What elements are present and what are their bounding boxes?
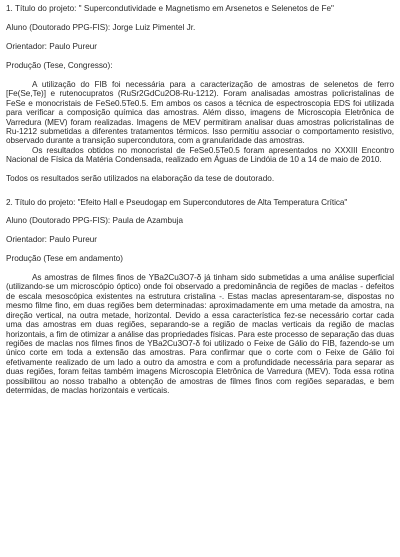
project1-advisor: Orientador: Paulo Pureur <box>6 42 98 51</box>
project2-paragraph-samples: As amostras de filmes finos de YBa2Cu3O7-δ já tinham sido submetidas a uma análise superficial (utilizando-se um microscópio óptico) onde foi observado a predominância de regiões de maclas - defeitos de escala mesoscópica existentes na estrutura cristalina -. Estas maclas apresentaram-se, dispostas no mesmo filme fino, em duas regiões bem determinadas: aproximadamente em uma metade da amostra, na direção vertical, na outra metade, horizontal. Devido a essa característica fez-se necessário cortar cada uma das amostras em duas regiões, separando-se a região de maclas verticais da região de maclas horizontais, a fim de otimizar a análise das propriedades físicas. Para este processo de separação das duas regiões de maclas nos filmes finos de YBa2Cu3O7-δ foi utilizado o Feixe de Gálio do FIB, fazendo-se um único corte em toda a extensão das amostras. Para confirmar que o corte com o Feixe de Gálio foi efetivamente realizado de um lado a outro da amostra e com a profundidade necessária para separar as duas regiões, foram feitas também imagens Microscopia Eletrônica de Varredura (MEV). Toda essa rotina possibilitou ao nosso trabalho a obtenção de amostras de filmes finos com regiões separadas, e bem determidas, de maclas horizontais e verticais. <box>6 273 394 395</box>
project1-production: Produção (Tese, Congresso): <box>6 61 113 70</box>
project1-paragraph-results: Os resultados obtidos no monocristal de FeSe0.5Te0.5 foram apresentados no XXXIII Encontro Nacional de Física da Matéria Condensada, realizado em Águas de Lindóia de 10 a 14 de maio de 2010. <box>6 145 394 165</box>
project2-student: Aluno (Doutorado PPG-FIS): Paula de Azambuja <box>6 216 184 226</box>
project1-title: 1. Título do projeto: " Supercondutividade e Magnetismo em Arsenetos e Selenetos de Fe" <box>6 4 334 13</box>
project1-paragraph-fib: A utilização do FIB foi necessária para a caracterização de amostras de selenetos de ferro [Fe(Se,Te)] e rutenocupratos (RuSr2GdCu2O8-Ru-1212). Foram analisadas amostras policristalinas de FeSe e monocristais de FeSe0.5Te0.5. Em ambos os casos a técnica de espectroscopia EDS foi utilizada para verificar a composição química das amostras. Além disso, imagens de Microscopia Eletrônica de Varredura (MEV) foram realizadas. Imagens de MEV permitiram analisar duas amostras policristalinas de Ru-1212 submetidas a diferentes tratamentos térmicos. Isso permitiu associar o comportamento resistivo, observado durante a transição supercondutora, com a granularidade das amostras. <box>6 80 394 146</box>
project2-production: Produção (Tese em andamento) <box>6 254 123 264</box>
project1-paragraph-thesis: Todos os resultados serão utilizados na elaboração da tese de doutorado. <box>6 173 275 183</box>
project2-advisor: Orientador: Paulo Pureur <box>6 235 98 245</box>
project1-student: Aluno (Doutorado PPG-FIS): Jorge Luiz Pimentel Jr. <box>6 23 196 32</box>
project2-title: 2. Título do projeto: "Efeito Hall e Pseudogap em Supercondutores de Alta Temperatura Crítica" <box>6 197 348 207</box>
